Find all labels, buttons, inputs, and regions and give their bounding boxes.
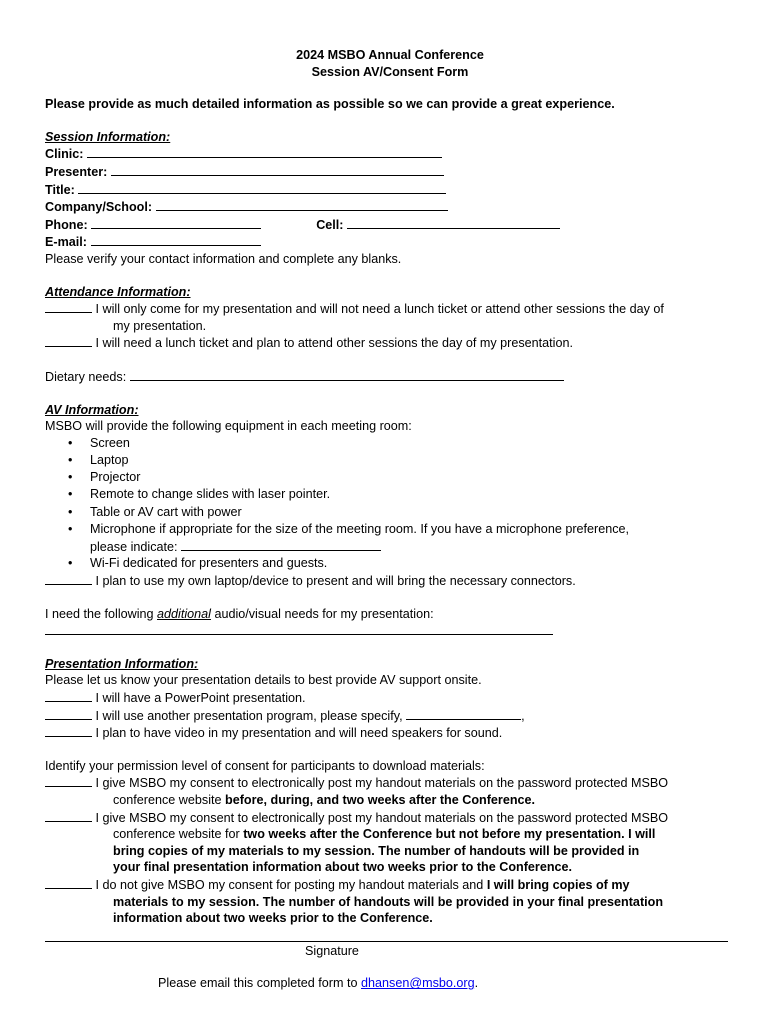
company-field[interactable] <box>156 198 448 211</box>
consent-2-blank[interactable] <box>45 809 92 822</box>
list-item-indicate <box>45 538 735 555</box>
title-label: Title: <box>45 182 75 197</box>
clinic-label: Clinic: <box>45 147 84 162</box>
form-title: 2024 MSBO Annual Conference <box>296 48 484 62</box>
list-item: • Wi-Fi dedicated for presenters and guests. <box>68 555 328 570</box>
attendance-option-1 <box>45 300 735 318</box>
form-subtitle: Session AV/Consent Form <box>311 64 469 79</box>
email-field[interactable] <box>91 233 261 246</box>
mic-preference-field[interactable] <box>181 538 381 551</box>
list-item: • Remote to change slides with laser pointer. <box>68 487 331 502</box>
av-intro: MSBO will provide the following equipment in each meeting room: <box>45 419 412 434</box>
clinic-row <box>45 145 735 163</box>
consent-option-3-cont: materials to my session. The number of handouts will be provided in your final presentation <box>113 894 664 909</box>
other-program-field[interactable] <box>406 707 521 720</box>
consent-1-blank[interactable] <box>45 774 92 787</box>
own-laptop-text: I plan to use my own laptop/device to present and will bring the necessary connectors. <box>95 574 576 589</box>
consent-option-2-cont: conference website for two weeks after the Conference but not before my presentation. I will <box>113 827 656 842</box>
powerpoint-blank[interactable] <box>45 689 92 702</box>
list-item: • Laptop <box>68 452 129 467</box>
email-row <box>45 233 735 251</box>
list-item: • Projector <box>68 470 141 485</box>
own-laptop-row <box>45 572 735 590</box>
attendance-option-2-blank[interactable] <box>45 334 92 347</box>
additional-needs-row <box>45 622 735 640</box>
presentation-heading: Presentation Information: <box>45 656 199 671</box>
presentation-intro: Please let us know your presentation details to best provide AV support onsite. <box>45 673 482 688</box>
company-label: Company/School: <box>45 200 153 215</box>
presenter-label: Presenter: <box>45 164 108 179</box>
form-page <box>45 47 735 992</box>
attendance-heading: Attendance Information: <box>45 284 191 299</box>
list-item: • Table or AV cart with power <box>68 504 242 519</box>
dietary-row <box>45 368 735 386</box>
title-row <box>45 181 735 199</box>
session-heading: Session Information: <box>45 129 171 144</box>
additional-needs-label: I need the following additional audio/visual needs for my presentation: <box>45 606 434 621</box>
attendance-option-1-blank[interactable] <box>45 300 92 313</box>
mic-indicate-label: please indicate: <box>90 539 178 554</box>
title-field[interactable] <box>78 181 446 194</box>
company-row <box>45 198 735 216</box>
presenter-field[interactable] <box>111 163 444 176</box>
consent-3-blank[interactable] <box>45 876 92 889</box>
consent-option-2: I give MSBO my consent to electronically post my handout materials on the password protected MSBO <box>45 809 735 827</box>
phone-field[interactable] <box>91 216 261 229</box>
phone-label: Phone: <box>45 217 88 232</box>
presentation-option-2: I will use another presentation program, please specify, , <box>45 707 735 725</box>
video-blank[interactable] <box>45 724 92 737</box>
cell-field[interactable] <box>347 216 560 229</box>
consent-option-2-cont-2: bring copies of my materials to my session. The number of handouts will be provided in <box>113 843 640 858</box>
verify-note: Please verify your contact information and complete any blanks. <box>45 251 402 266</box>
email-instruction: Please email this completed form to dhansen@msbo.org. <box>158 976 479 991</box>
attendance-option-2-text: I will need a lunch ticket and plan to attend other sessions the day of my presentation. <box>95 336 573 351</box>
email-link[interactable]: dhansen@msbo.org <box>361 976 475 991</box>
dietary-field[interactable] <box>130 368 564 381</box>
clinic-field[interactable] <box>87 145 442 158</box>
list-item: • Microphone if appropriate for the size of the meeting room. If you have a microphone preference, <box>68 521 630 536</box>
other-program-blank[interactable] <box>45 707 92 720</box>
intro-text: Please provide as much detailed information as possible so we can provide a great experience. <box>45 97 615 112</box>
consent-intro: Identify your permission level of consent for participants to download materials: <box>45 758 485 773</box>
signature-line[interactable] <box>45 941 728 942</box>
consent-option-1: I give MSBO my consent to electronically post my handout materials on the password protected MSBO <box>45 774 735 792</box>
consent-option-3-cont-2: information about two weeks prior to the Conference. <box>113 911 433 926</box>
cell-label: Cell: <box>316 217 344 232</box>
presenter-row <box>45 163 735 181</box>
own-laptop-blank[interactable] <box>45 572 92 585</box>
consent-option-2-cont-3: your final presentation information about two weeks prior to the Conference. <box>113 860 573 875</box>
email-label: E-mail: <box>45 235 87 250</box>
attendance-option-1-cont: my presentation. <box>113 318 207 333</box>
av-heading: AV Information: <box>45 402 139 417</box>
presentation-option-3: I plan to have video in my presentation and will need speakers for sound. <box>45 724 735 742</box>
additional-needs-field[interactable] <box>45 622 553 635</box>
equipment-list <box>45 435 735 572</box>
signature-label: Signature <box>305 943 359 958</box>
list-item: • Screen <box>68 435 130 450</box>
dietary-label: Dietary needs: <box>45 369 127 384</box>
consent-option-1-cont: conference website before, during, and two weeks after the Conference. <box>113 793 536 808</box>
attendance-option-2 <box>45 334 735 352</box>
consent-option-3: I do not give MSBO my consent for posting my handout materials and I will bring copies of my <box>45 876 735 894</box>
attendance-option-1-text: I will only come for my presentation and will not need a lunch ticket or attend other sessions the day of <box>95 302 664 317</box>
presentation-option-1: I will have a PowerPoint presentation. <box>45 689 735 707</box>
phone-row <box>45 216 735 234</box>
